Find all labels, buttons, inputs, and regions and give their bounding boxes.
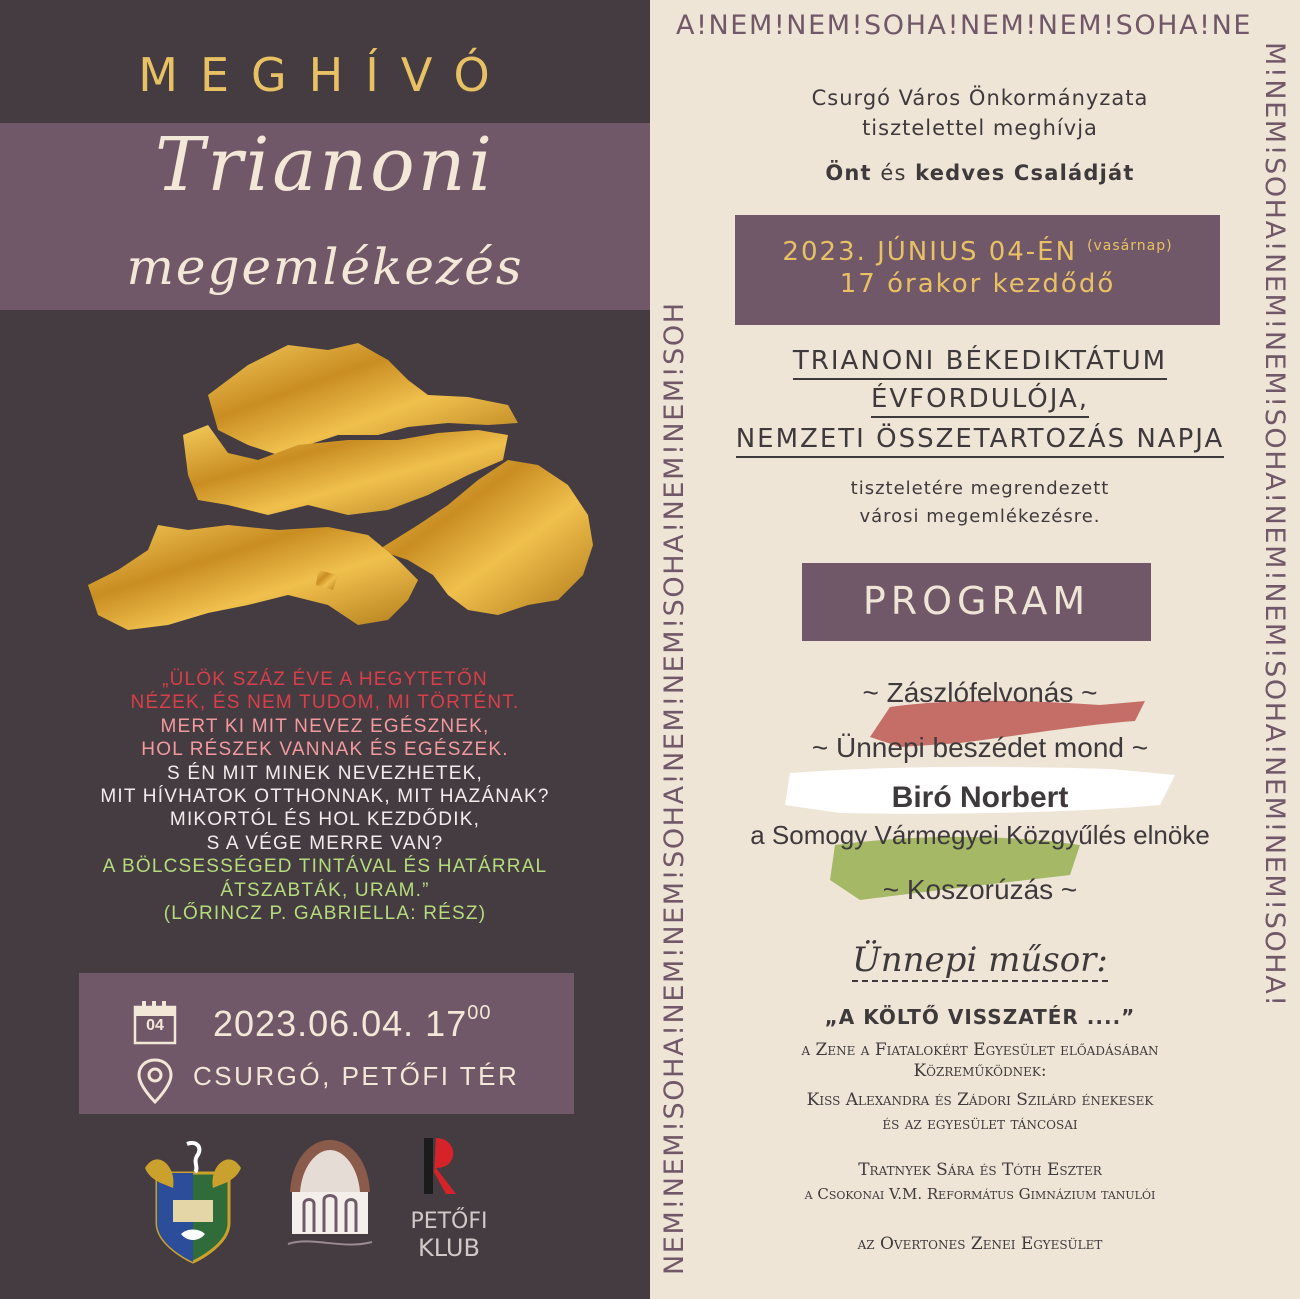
- petofi-klub-logo: [394, 1134, 504, 1268]
- event-date-minutes: 00: [467, 1002, 492, 1024]
- show-line: Közreműködnek:: [913, 1061, 1047, 1081]
- event-title-line-1: [700, 346, 1260, 376]
- date-line-1: [735, 237, 1220, 267]
- event-place: CSURGÓ, PETŐFI TÉR: [193, 1061, 520, 1091]
- poem-source: (LŐRINCZ P. GABRIELLA: RÉSZ): [163, 903, 487, 925]
- poem: [20, 668, 630, 925]
- city-coat-of-arms-logo: [137, 1138, 249, 1266]
- date-text: 2023. JÚNIUS 04-ÉN: [782, 237, 1078, 267]
- border-text-left: NEM!NEM!SOHA!NEM!NEM!SOHA!NEM!NEM!SOHA!NEM!NEM!SOH: [659, 301, 690, 1275]
- show-line: és az egyesület táncosai: [882, 1114, 1078, 1134]
- dedication-line-2: városi megemlékezésre.: [859, 506, 1101, 527]
- event-info-box: [79, 973, 574, 1114]
- date-weekday: (vasárnap): [1087, 238, 1173, 254]
- program-heading: PROGRAM: [862, 579, 1091, 623]
- guests-word-1: Önt: [825, 161, 872, 185]
- poem-line: „ÜLÖK SZÁZ ÉVE A HEGYTETŐN: [162, 669, 488, 690]
- program-item-wreath: ~ Koszorúzás ~: [882, 874, 1078, 905]
- calendar-day: 04: [146, 1017, 164, 1034]
- show-title: „A KÖLTŐ VISSZATÉR ....”: [824, 1005, 1136, 1029]
- border-text-right: M!NEM!SOHA!NEM!NEM!SOHA!NEM!NEM!SOHA!NEM!NEM!SOHA!: [1259, 42, 1290, 1008]
- date-line-2: 17 órakor kezdődő: [839, 269, 1116, 299]
- community-house-logo: [282, 1132, 378, 1260]
- poem-line: S ÉN MIT MINEK NEVEZHETEK,: [167, 762, 483, 784]
- program-item-flag-raising: ~ Zászlófelvonás ~: [862, 677, 1098, 708]
- program-item-speech: ~ Ünnepi beszédet mond ~: [811, 732, 1149, 763]
- dedication-line-1: tiszteletére megrendezett: [850, 478, 1110, 499]
- show-line: a Csokonai V.M. Református Gimnázium tanulói: [804, 1185, 1156, 1203]
- program-heading-box: [802, 563, 1151, 641]
- poem-line: HOL RÉSZEK VANNAK ÉS EGÉSZEK.: [141, 739, 509, 761]
- show-line: Tratnyek Sára és Tóth Eszter: [858, 1160, 1102, 1180]
- poem-line: MIT HÍVHATOK OTTHONNAK, MIT HAZÁNAK?: [100, 786, 550, 808]
- guests-word-2: és: [880, 161, 907, 185]
- speaker-name: Biró Norbert: [891, 781, 1069, 814]
- location-pin-icon: [136, 1058, 174, 1104]
- guests-word-3: kedves Családját: [915, 161, 1135, 185]
- show-line: a Zene a Fiatalokért Egyesület előadásában: [801, 1040, 1159, 1060]
- show-heading-text: Ünnepi műsor:: [852, 940, 1108, 980]
- title-megemlekezes: megemlékezés: [126, 238, 524, 296]
- poem-line: A BÖLCSESSÉGED TINTÁVAL ÉS HATÁRRAL: [102, 856, 548, 878]
- show-line: az Overtones Zenei Egyesület: [857, 1234, 1103, 1254]
- guests-line: [700, 161, 1260, 185]
- gold-map-illustration: [88, 335, 608, 655]
- title-trianoni: Trianoni: [154, 122, 496, 208]
- date-box: [735, 215, 1220, 325]
- poem-line: MIKORTÓL ÉS HOL KEZDŐDIK,: [169, 809, 481, 831]
- event-title-text: NEMZETI ÖSSZETARTOZÁS NAPJA: [736, 424, 1225, 458]
- event-title-line-3: [700, 424, 1260, 454]
- border-text-top: A!NEM!NEM!SOHA!NEM!NEM!SOHA!NE: [676, 10, 1253, 41]
- speaker-title: a Somogy Vármegyei Közgyűlés elnöke: [750, 820, 1210, 850]
- poem-line: NÉZEK, ÉS NEM TUDOM, MI TÖRTÉNT.: [130, 692, 520, 714]
- organizer-line-1: Csurgó Város Önkormányzata: [811, 86, 1149, 110]
- heading-meghivo: MEGHÍVÓ: [138, 48, 512, 102]
- poem-line: S A VÉGE MERRE VAN?: [206, 832, 444, 854]
- event-date-main: 2023.06.04. 17: [213, 1003, 468, 1044]
- show-line: Kiss Alexandra és Zádori Szilárd énekesek: [806, 1090, 1154, 1110]
- event-date: [213, 1003, 491, 1045]
- poem-line: ÁTSZABTÁK, URAM.”: [220, 879, 430, 901]
- klub-logo-text: KLUB: [418, 1234, 480, 1262]
- event-title-text: ÉVFORDULÓJA,: [871, 384, 1089, 418]
- petofi-logo-text: PETŐFI: [410, 1209, 488, 1234]
- event-title-line-2: [700, 384, 1260, 414]
- event-title-text: TRIANONI BÉKEDIKTÁTUM: [793, 346, 1167, 380]
- show-heading: [700, 940, 1260, 980]
- poem-line: MERT KI MIT NEVEZ EGÉSZNEK,: [160, 715, 490, 737]
- organizer-line-2: tisztelettel meghívja: [862, 116, 1098, 140]
